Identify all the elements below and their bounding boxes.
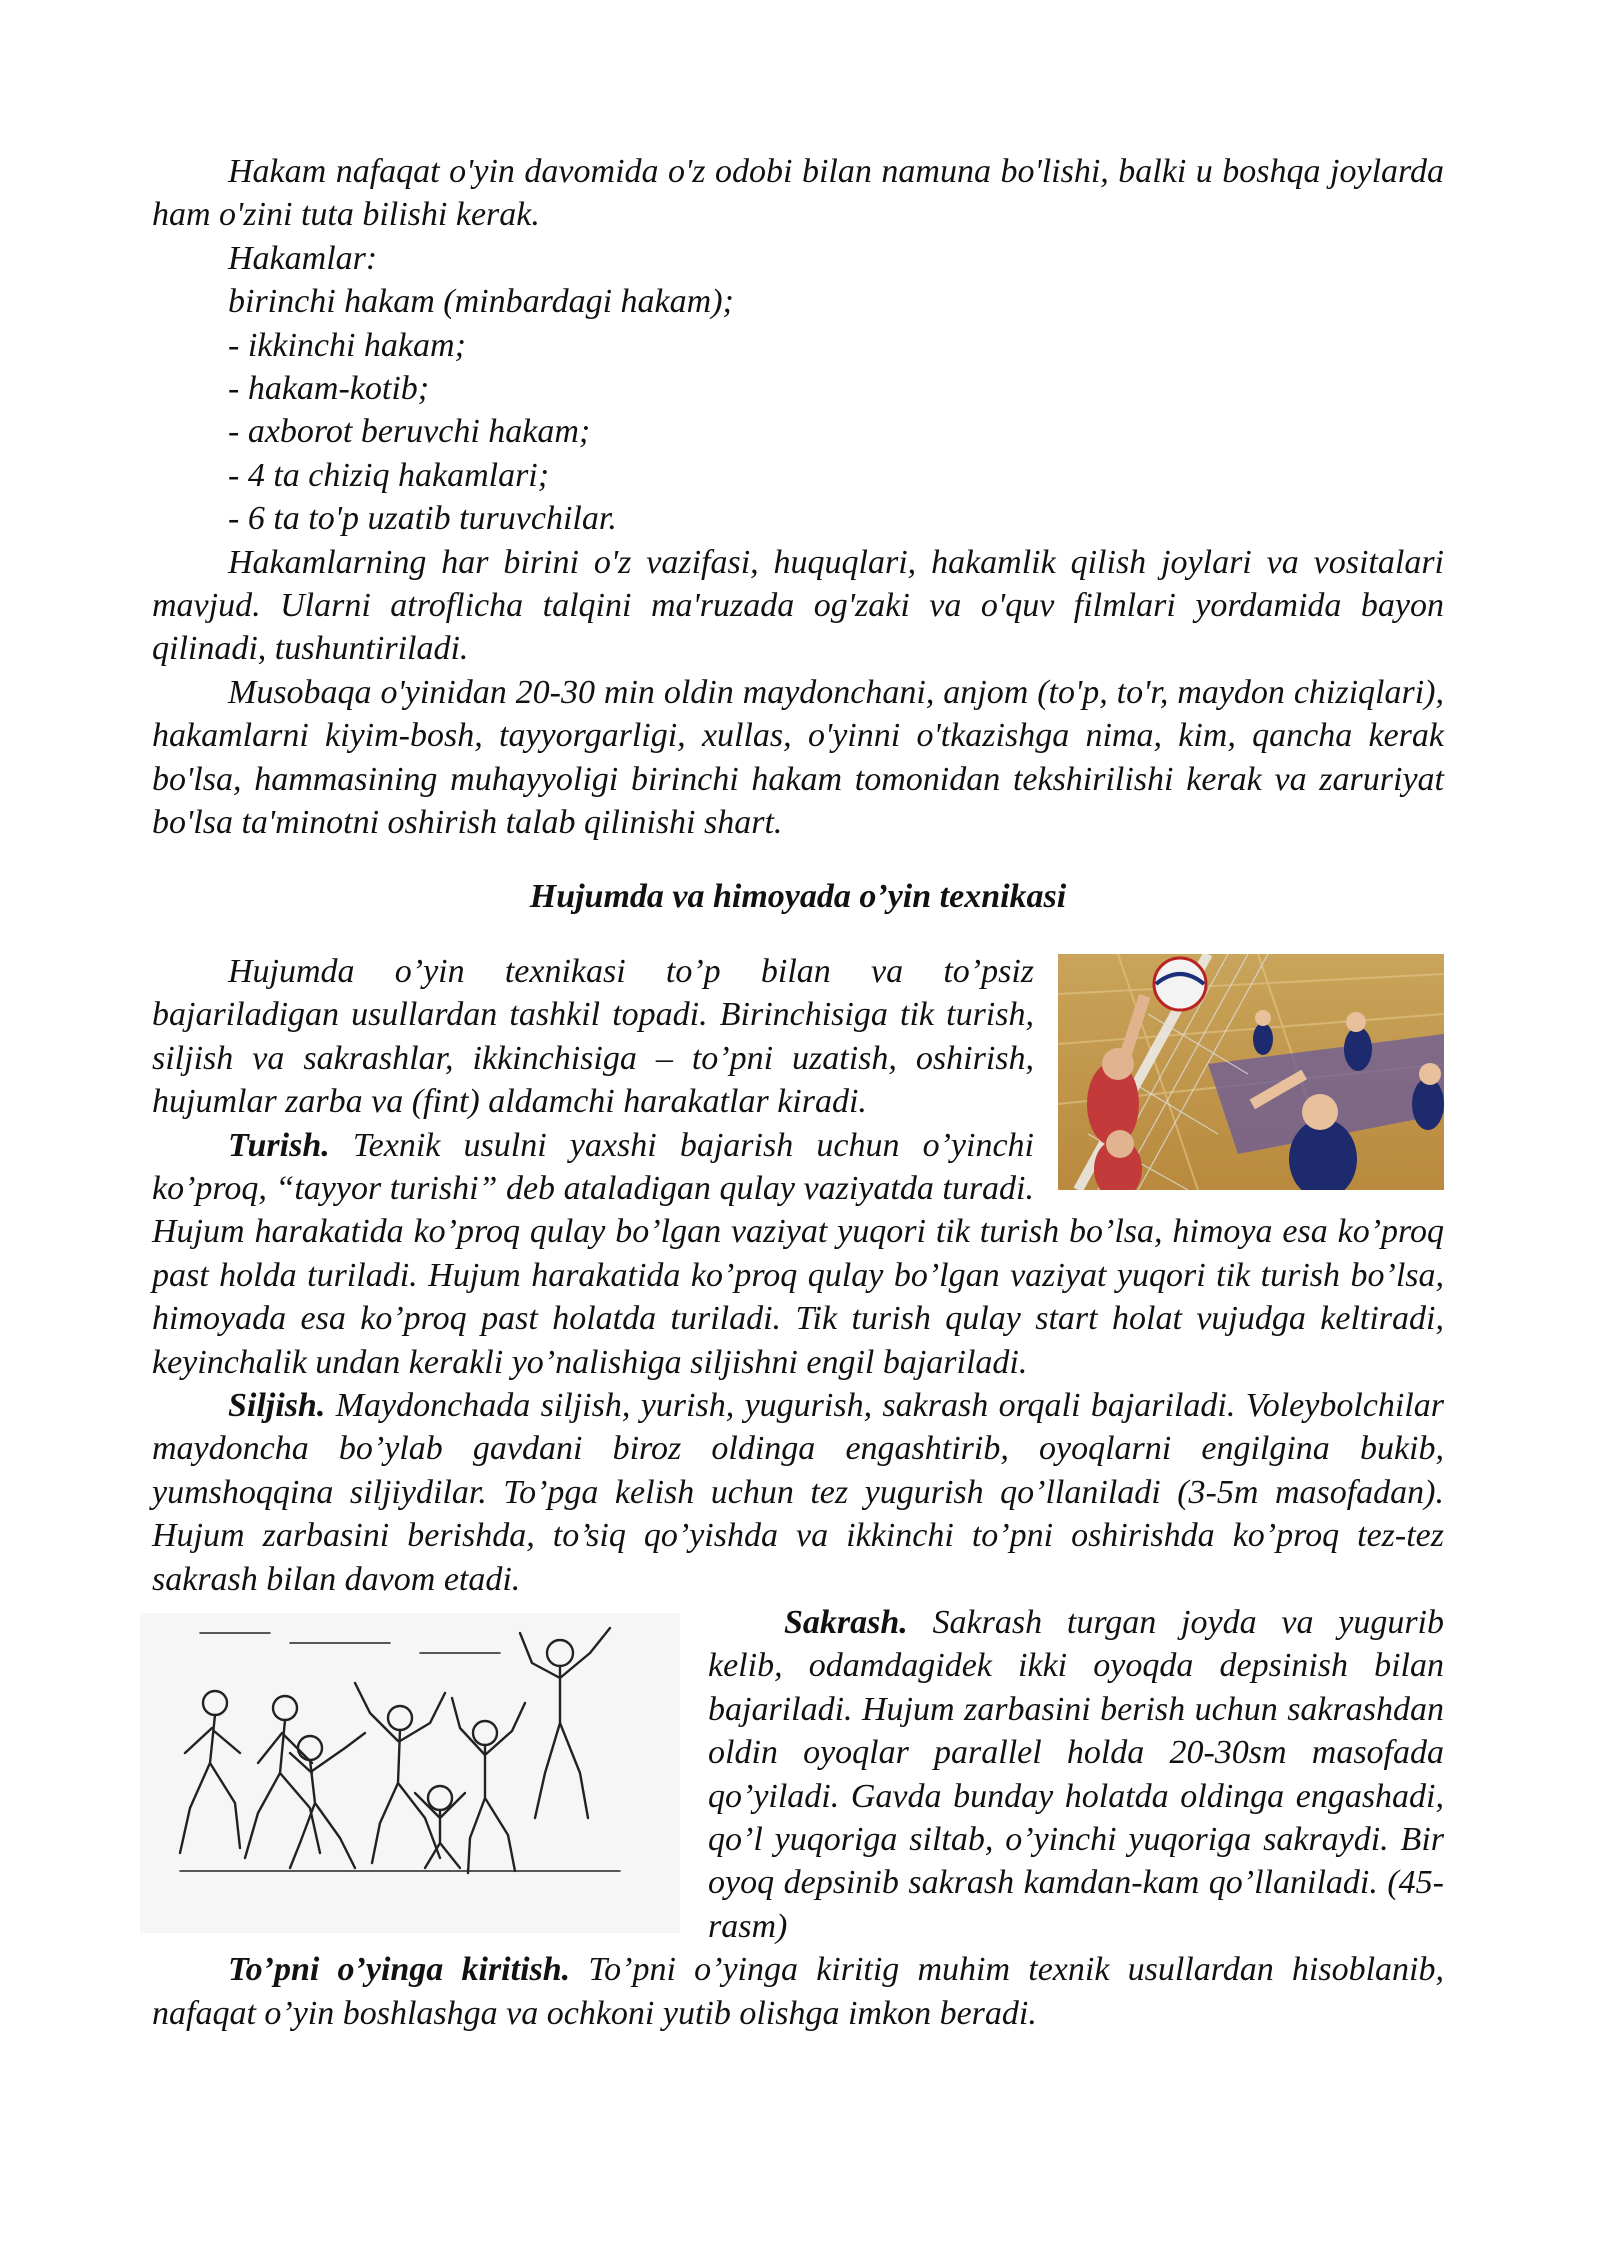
intro-paragraph-2: Hakamlarning har birini o'z vazifasi, huquqlari, hakamlik qilish joylari va vositalari mavjud. Ularni atroflicha talqini ma'ruzada og'zaki va o'quv filmlari yordamida bayon qilinadi, tushuntiriladi. (152, 543, 1444, 668)
intro-paragraph-3: Musobaqa o'yinidan 20-30 min oldin maydonchani, anjom (to'p, to'r, maydon chiziqlari), hakamlarni kiyim-bosh, tayyorgarligi, xullas, o'yinni o'tkazishga nima, kim, qancha kerak bo'lsa, hammasining muhayyoligi birinchi hakam tomonidan tekshirilishi kerak va zaruriyat bo'lsa ta'minotni oshirish talab qilinishi shart. (152, 673, 1444, 842)
section-paragraph-1: Hujumda o’yin texnikasi to’p bilan va to’psiz bajariladigan usullardan tashkil topadi. Birinchisiga tik turish, siljish va sakrashlar, ikkinchisiga – to’pni uzatish, oshirish, hujumlar zarba va (fint) aldamchi harakatlar kiradi. (152, 952, 1034, 1121)
referees-list-item: - hakam-kotib; (228, 370, 430, 408)
siljish-paragraph (152, 1384, 1444, 1601)
referees-list-item: - axborot beruvchi hakam; (228, 413, 591, 451)
volleyball-photo (1058, 954, 1444, 1190)
sakrash-text: Sakrash turgan joyda va yugurib kelib, odamdagidek ikki oyoqda depsinish bilan bajariladi. Hujum zarbasini berish uchun sakrashdan oldin oyoqlar parallel holda 20-30sm masofada qo’yiladi. Gavda bunday holatda oldinga engashadi, qo’l yuqoriga siltab, o’yinchi yuqoriga sakraydi. Bir oyoq depsinib sakrash kamdan-kam qo’llaniladi. (45-rasm) (708, 1604, 1444, 1945)
referees-list-item: - 4 ta chiziq hakamlari; (228, 456, 550, 494)
section-heading: Hujumda va himoyada o’yin texnikasi (529, 877, 1067, 915)
referees-list-title: Hakamlar: (228, 239, 378, 277)
topni-term: To’pni o’yinga kiritish. (228, 1951, 571, 1989)
turish-text: Texnik usulni yaxshi bajarish uchun o’yinchi ko’proq, “tayyor turishi” deb ataladigan qulay vaziyatda turadi. Hujum harakatida ko’proq qulay bo’lgan vaziyat yuqori tik turish bo’lsa, himoya esa ko’proq past holda turiladi. Hujum harakatida ko’proq qulay bo’lgan vaziyat yuqori tik turish bo’lsa, himoyada esa ko’proq past holatda turiladi. Tik turish qulay start holat vujudga keltiradi, keyinchalik undan kerakli yo’nalishiga siljishni engil bajariladi. (152, 1126, 1444, 1381)
sakrash-term: Sakrash. (784, 1604, 908, 1641)
siljish-text: Maydonchada siljish, yurish, yugurish, sakrash orqali bajariladi. Voleybolchilar maydoncha bo’ylab gavdani biroz oldinga engashtirib, oyoqlarni engilgina bukib, yumshoqqina siljiydilar. To’pga kelish uchun tez yugurish qo’llaniladi (3-5m masofadan). Hujum zarbasini berishda, to’siq qo’yishda va ikkinchi to’pni oshirishda ko’proq tez-tez sakrash bilan davom etadi. (152, 1386, 1444, 1598)
jump-sequence-sketch (140, 1613, 680, 1933)
referees-list-item: - 6 ta to'p uzatib turuvchilar. (228, 500, 617, 538)
referees-list-item: - ikkinchi hakam; (228, 326, 466, 364)
intro-paragraph-1: Hakam nafaqat o'yin davomida o'z odobi bilan namuna bo'lishi, balki u boshqa joylarda ham o'zini tuta bilishi kerak. (152, 153, 1444, 234)
topni-paragraph (152, 1948, 1444, 2035)
siljish-term: Siljish. (228, 1386, 326, 1424)
referees-list-item: birinchi hakam (minbardagi hakam); (228, 283, 734, 321)
topni-text: To’pni o’yinga kiritig muhim texnik usullardan hisoblanib, nafaqat o’yin boshlashga va ochkoni yutib olishga imkon beradi. (152, 1951, 1444, 2032)
document-page (152, 150, 1444, 2035)
turish-term: Turish. (228, 1126, 330, 1164)
